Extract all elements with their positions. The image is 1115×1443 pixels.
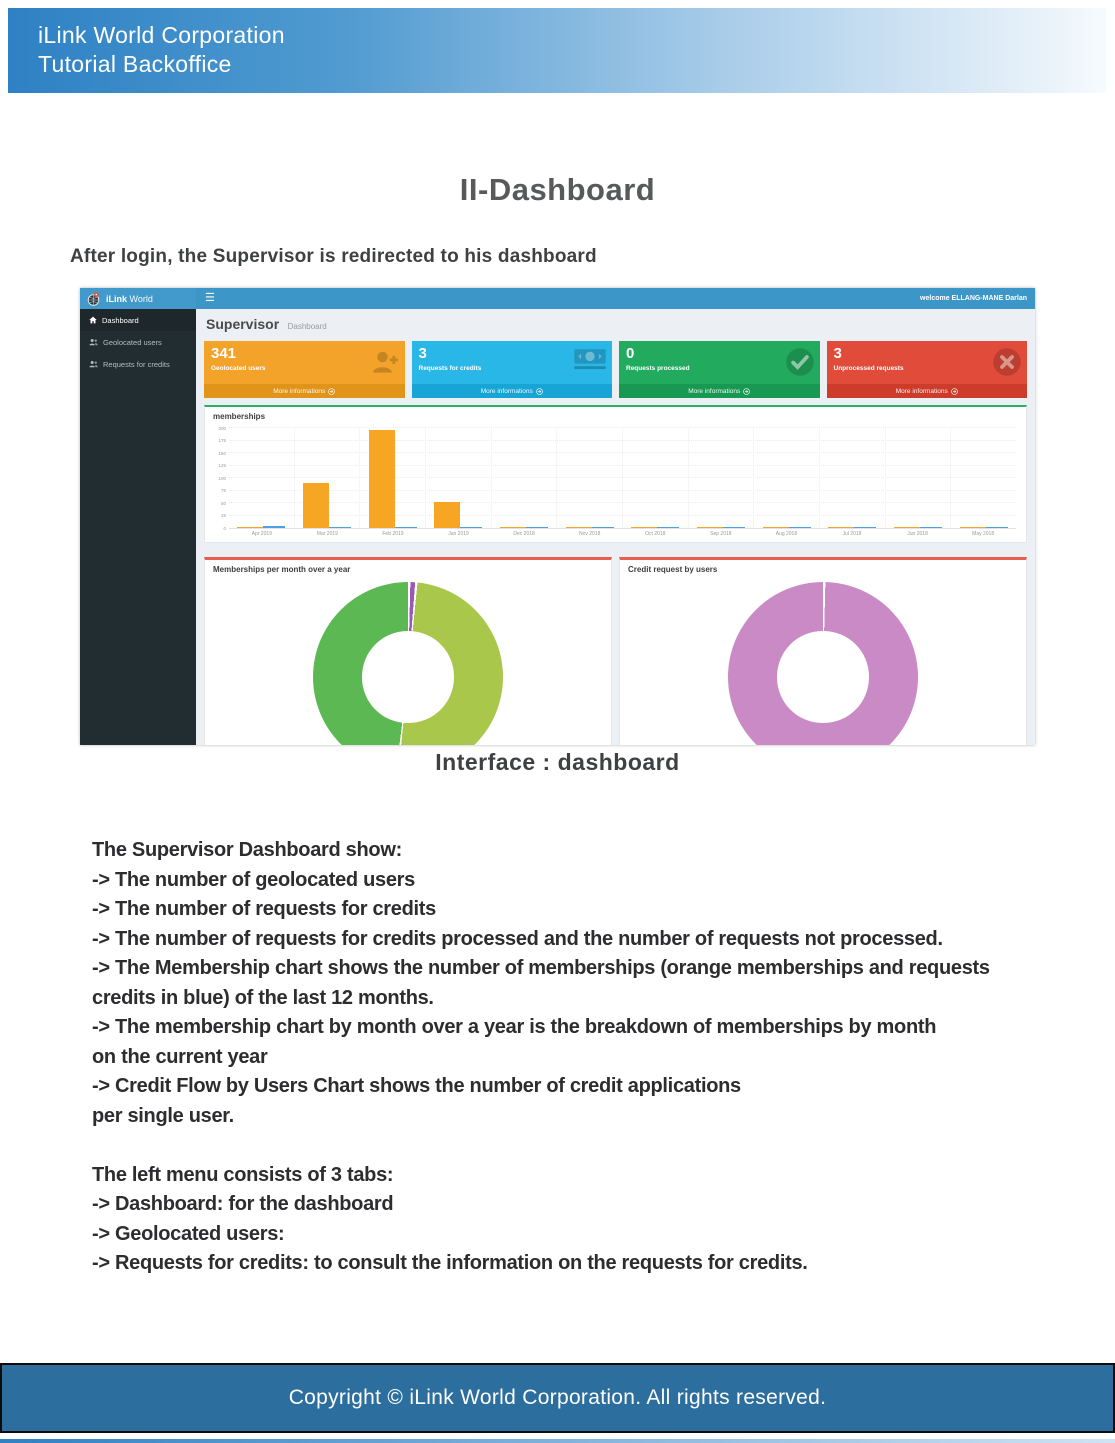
stat-value: 3 [833, 345, 842, 362]
x-axis-label: Aug 2018 [775, 531, 798, 537]
body-line: -> Geolocated users: [92, 1222, 285, 1245]
bar-memberships [631, 527, 657, 528]
bar-group [556, 428, 622, 528]
y-axis-tick: 0 [223, 525, 226, 531]
document-footer: Copyright © iLink World Corporation. All rights reserved. [0, 1363, 1115, 1433]
bar-group [950, 428, 1016, 528]
stat-card-body [412, 341, 613, 384]
bar-requests [657, 527, 679, 528]
sidebar-item-dashboard[interactable] [80, 309, 196, 331]
screenshot-caption: Interface : dashboard [435, 749, 680, 775]
more-informations-label: More informations [895, 387, 948, 395]
bar-memberships [500, 527, 526, 528]
body-blank-line [92, 1131, 1067, 1161]
bar-requests [526, 527, 548, 528]
sidebar-item-label: Geolocated users [103, 337, 162, 347]
arrow-circle-icon [536, 388, 543, 395]
x-axis-label: Jan 2019 [448, 531, 469, 537]
stat-card-body [827, 341, 1028, 384]
bar-group [491, 428, 557, 528]
brand-light: World [129, 293, 153, 304]
sidebar-item-label: Requests for credits [103, 359, 170, 369]
body-line: -> Dashboard: for the dashboard [92, 1193, 394, 1215]
donut-charts-row [204, 550, 1027, 745]
y-axis-tick: 50 [220, 500, 226, 506]
bar-memberships [828, 527, 854, 528]
sidebar-item-label: Dashboard [102, 315, 139, 325]
memberships-donut-panel [204, 557, 612, 745]
body-line: -> The number of requests for credits [92, 898, 436, 920]
bar-memberships [237, 527, 263, 528]
bar-memberships [369, 430, 395, 529]
stat-card-geolocated-users [204, 341, 405, 398]
body-line: The Supervisor Dashboard show: [92, 839, 402, 861]
y-axis-tick: 25 [220, 513, 226, 518]
more-informations-label: More informations [273, 387, 326, 395]
users-icon [89, 338, 98, 346]
body-line: -> Requests for credits: to consult the information on the requests for credits. [92, 1252, 808, 1274]
dashboard-heading [206, 316, 1027, 334]
bar-group [229, 428, 294, 528]
sidebar-item-requests-for-credits[interactable] [80, 353, 196, 375]
body-line: -> The Membership chart shows the number of memberships (orange memberships and requests [92, 957, 990, 979]
more-informations-link[interactable] [412, 384, 613, 398]
bar-group [885, 428, 951, 528]
bar-requests [723, 527, 745, 528]
body-line: -> The number of requests for credits processed and the number of requests not processed. [92, 927, 943, 950]
page-title: II-Dashboard [459, 172, 656, 207]
stat-value: 341 [211, 345, 237, 362]
header-line2: Tutorial Backoffice [38, 51, 232, 77]
stat-card-requests-processed [619, 341, 820, 398]
bar-requests [329, 527, 351, 528]
header-line1: iLink World Corporation [38, 22, 285, 48]
bar-requests [592, 527, 614, 528]
stat-card-requests-for-credits [412, 341, 613, 398]
intro-text: After login, the Supervisor is redirected to his dashboard [70, 246, 597, 267]
donut-title: Credit request by users [628, 565, 718, 574]
memberships-chart-panel [204, 405, 1027, 543]
bar-memberships [960, 527, 986, 528]
credit-request-donut-panel [619, 557, 1027, 745]
welcome-user-label: welcome ELLANG-MANE Darlan [920, 295, 1027, 302]
stat-value: 3 [418, 345, 427, 362]
stat-card-unprocessed-requests [827, 341, 1028, 398]
user-plus-icon [370, 347, 400, 377]
heading-title: Supervisor [206, 316, 280, 332]
body-line: -> The number of geolocated users [92, 868, 415, 891]
donut-title: Memberships per month over a year [213, 565, 351, 574]
bar-requests [460, 527, 482, 528]
y-axis-tick: 100 [218, 475, 226, 481]
more-informations-label: More informations [688, 387, 741, 395]
bar-requests [395, 527, 417, 528]
body-text [92, 836, 1067, 1279]
x-axis-label: May 2018 [972, 531, 995, 537]
bar-group [622, 428, 688, 528]
bar-group [688, 428, 754, 528]
bar-group [425, 428, 491, 528]
stat-value: 0 [626, 345, 635, 362]
x-axis-label: Jun 2018 [907, 531, 928, 537]
home-icon [89, 316, 97, 324]
stat-label: Requests processed [626, 365, 690, 372]
brand-bold: iLink [106, 293, 128, 304]
body-line: on the current year [92, 1045, 268, 1068]
y-axis-tick: 75 [220, 488, 226, 493]
bar-group [753, 428, 819, 528]
arrow-circle-icon [743, 388, 750, 395]
bar-group [819, 428, 885, 528]
sidebar [80, 309, 196, 745]
memberships-bar-chart [211, 424, 1018, 540]
globe-pin-icon [87, 292, 101, 306]
sidebar-item-geolocated-users[interactable] [80, 331, 196, 353]
bar-memberships [434, 502, 460, 528]
hamburger-icon[interactable]: ☰ [205, 292, 215, 304]
close-circle-icon [992, 347, 1022, 377]
stat-label: Unprocessed requests [833, 365, 904, 372]
more-informations-link[interactable] [204, 384, 405, 398]
bar-requests [920, 527, 942, 528]
body-line: per single user. [92, 1104, 234, 1127]
bar-memberships [697, 527, 723, 528]
dashboard-screenshot [80, 288, 1035, 745]
stat-card-body [204, 341, 405, 384]
credit-request-donut-chart [728, 582, 918, 745]
bar-memberships [566, 527, 592, 529]
bar-group [359, 428, 425, 528]
bar-chart-x-labels [229, 531, 1016, 537]
memberships-chart-title: memberships [213, 412, 266, 421]
bar-memberships [763, 527, 789, 528]
bar-requests [854, 527, 876, 528]
x-axis-label: Nov 2018 [578, 531, 601, 537]
y-axis-tick: 200 [218, 425, 226, 431]
bar-requests [789, 527, 811, 528]
x-axis-label: Jul 2018 [842, 531, 862, 537]
stat-label: Geolocated users [211, 365, 266, 372]
dashboard-topbar [80, 288, 1035, 309]
arrow-circle-icon [951, 388, 958, 395]
bar-group [294, 428, 360, 528]
check-circle-icon [785, 347, 815, 377]
y-axis-tick: 150 [218, 450, 226, 456]
x-axis-label: Sep 2018 [710, 531, 732, 537]
body-line: -> Credit Flow by Users Chart shows the number of credit applications [92, 1075, 741, 1097]
stat-label: Requests for credits [418, 365, 482, 372]
memberships-donut-chart [313, 582, 503, 745]
x-axis-label: Feb 2019 [382, 531, 404, 537]
bar-requests [263, 526, 285, 528]
more-informations-label: More informations [480, 387, 533, 395]
x-axis-label: Dec 2018 [513, 531, 535, 537]
arrow-circle-icon [328, 388, 335, 395]
x-axis-label: Apr 2019 [251, 531, 272, 537]
users-icon [89, 360, 98, 368]
bar-chart-plot [218, 425, 1016, 531]
x-axis-label: Oct 2018 [645, 531, 666, 537]
bar-memberships [894, 527, 920, 528]
y-axis-tick: 175 [218, 438, 226, 443]
more-informations-link[interactable] [619, 384, 820, 398]
bar-requests [986, 527, 1008, 528]
document-header [8, 8, 1107, 93]
body-line: credits in blue) of the last 12 months. [92, 986, 434, 1009]
bar-memberships [303, 483, 329, 528]
body-line: The left menu consists of 3 tabs: [92, 1163, 394, 1186]
x-axis-label: Mar 2019 [316, 531, 338, 537]
more-informations-link[interactable] [827, 384, 1028, 398]
dashboard-main [196, 309, 1035, 745]
money-icon [573, 347, 607, 371]
stat-card-body [619, 341, 820, 384]
app-logo[interactable] [80, 288, 196, 309]
body-line: -> The membership chart by month over a year is the breakdown of memberships by month [92, 1016, 937, 1038]
heading-subtitle: Dashboard [287, 322, 327, 331]
y-axis-tick: 125 [218, 463, 226, 468]
stat-cards-row [204, 341, 1027, 398]
bottom-gradient-strip [0, 1439, 1115, 1443]
